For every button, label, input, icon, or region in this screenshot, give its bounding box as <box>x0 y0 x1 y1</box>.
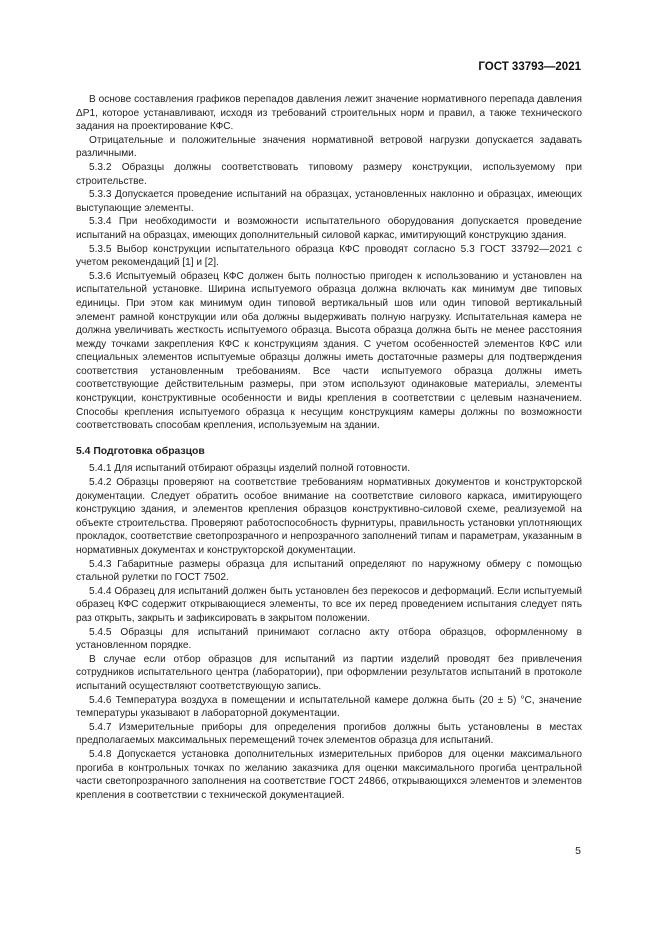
paragraph-5-4-5: 5.4.5 Образцы для испытаний принимают согласно акту отбора образцов, оформленному в установленном порядке. <box>76 626 582 652</box>
paragraph-5-4-4: 5.4.4 Образец для испытаний должен быть установлен без перекосов и деформаций. Если испытуемый образец КФС содержит открывающиеся элементы, то все их перед проведением испытания следует пять раз открыть, закрыть и зафиксировать в закрытом положении. <box>76 585 582 624</box>
paragraph-5-3-5: 5.3.5 Выбор конструкции испытательного образца КФС проводят согласно 5.3 ГОСТ 33792—2021 с учетом рекомендаций [1] и [2]. <box>76 243 582 269</box>
page-number: 5 <box>575 845 581 857</box>
paragraph-pressure-graphs: В основе составления графиков перепадов давления лежит значение нормативного перепада давления ΔP1, которое устанавливают, исходя из требований строительных норм и правил, а также технического задания на проектирование КФС. <box>76 94 582 133</box>
paragraph-5-4-3: 5.4.3 Габаритные размеры образца для испытаний определяют по наружному обмеру с помощью стальной рулетки по ГОСТ 7502. <box>76 558 582 584</box>
paragraph-5-4-7: 5.4.7 Измерительные приборы для определения прогибов должны быть установлены в местах предполагаемых максимальных перемещений точек элементов образца для испытаний. <box>76 721 582 747</box>
paragraph-sampling-note: В случае если отбор образцов для испытаний из партии изделий проводят без привлечения сотрудников испытательного центра (лаборатории), при оформлении результатов испытаний в протоколе испытаний осуществляют соответствующую запись. <box>76 653 582 692</box>
section-title-5-4: 5.4 Подготовка образцов <box>76 445 205 457</box>
paragraph-5-3-2: 5.3.2 Образцы должны соответствовать типовому размеру конструкции, используемому при строительстве. <box>76 161 582 187</box>
document-body <box>76 93 582 802</box>
paragraph-5-3-4: 5.3.4 При необходимости и возможности испытательного оборудования допускается проведение испытаний на образцах, имеющих дополнительный силовой каркас, имитирующий конструкцию здания. <box>76 216 582 241</box>
paragraph-5-4-2: 5.4.2 Образцы проверяют на соответствие требованиям нормативных документов и конструкторской документации. Следует обратить особое внимание на соответствие силового каркаса, имитирующего конструкцию здания, и элементов крепления образцов конструктивно-силовой схеме, реализуемой на объекте строительства. Проверяют работоспособность фурнитуры, правильность установки уплотняющих прокладок, соответствие светопрозрачного и непрозрачного заполнений типам и параметрам, указанным в нормативных документах и конструкторской документации. <box>76 477 582 556</box>
paragraph-5-3-6: 5.3.6 Испытуемый образец КФС должен быть полностью пригоден к использованию и установлен на испытательной установке. Ширина испытуемого образца должна включать как минимум две типовых единицы. При этом как минимум один типовой вертикальный шов или один типовой вертикальный элемент рамной конструкции или оба должны выдерживать полную нагрузку. Испытательная камера не должна увеличивать жесткость испытуемого образца. Высота образца должна быть не менее расстояния между точками закрепления КФС к конструкциям здания. С учетом особенностей элементов КФС или специальных элементов испытуемые образцы должны иметь достаточные размеры для подтверждения соответствия установленным требованиям. Все части испытуемого образца должны иметь соответствующие действительным размеры, при этом используют одинаковые материалы, элементы конструкции, конструктивные особенности и виды крепления в соответствии с целевым назначением. Способы крепления испытуемого образца к несущим конструкциям камеры должны по возможности соответствовать способам крепления, используемым на здании. <box>76 270 582 432</box>
paragraph-5-3-3: 5.3.3 Допускается проведение испытаний на образцах, установленных наклонно и образцах, имеющих выступающие элементы. <box>76 189 582 214</box>
paragraph-5-4-1: 5.4.1 Для испытаний отбирают образцы изделий полной готовности. <box>89 463 411 475</box>
document-code-header: ГОСТ 33793—2021 <box>478 61 581 73</box>
paragraph-5-4-6: 5.4.6 Температура воздуха в помещении и испытательной камере должна быть (20 ± 5) °С, значение температуры указывают в лабораторной документации. <box>76 694 582 720</box>
paragraph-5-4-8: 5.4.8 Допускается установка дополнительных измерительных приборов для оценки максимального прогиба в контрольных точках по желанию заказчика для оценки максимального прогиба центральной части светопрозрачного заполнения на соответствие ГОСТ 24866, открывающихся элементов и элементов крепления в соответствии с технической документацией. <box>76 748 582 801</box>
paragraph-wind-load: Отрицательные и положительные значения нормативной ветровой нагрузки допускается задавать различными. <box>76 134 582 160</box>
